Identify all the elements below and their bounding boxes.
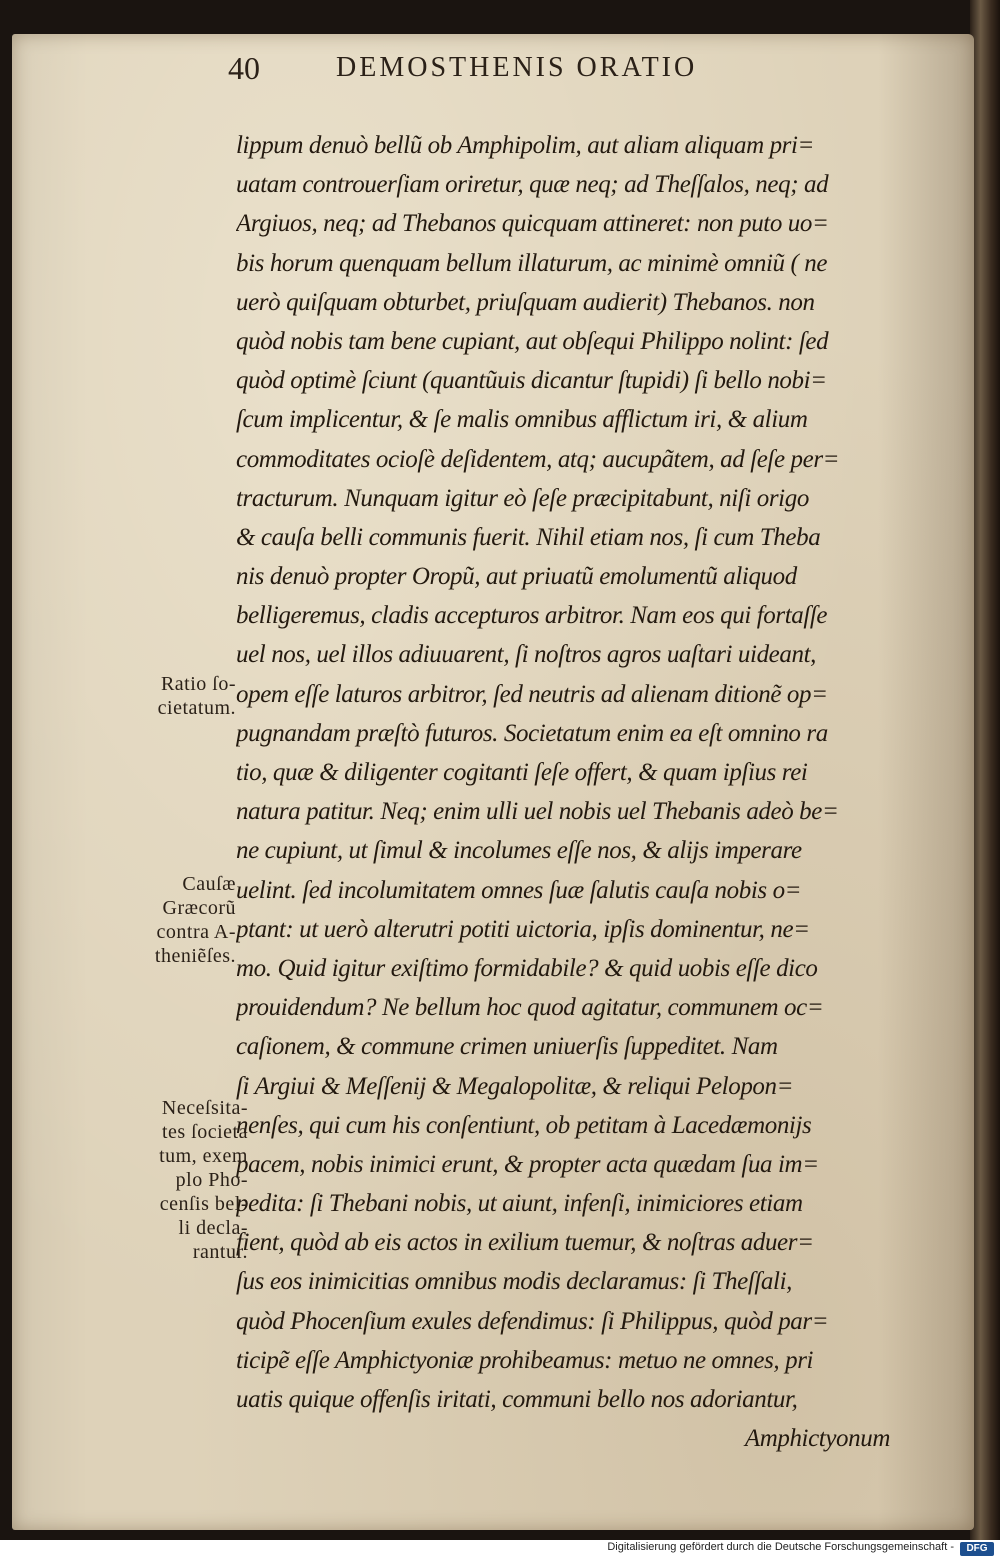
dfg-logo: DFG — [960, 1542, 994, 1556]
marginal-note-ratio-societatum — [124, 672, 236, 720]
text-line: ſi Argiui & Meſſenij & Megalopolitæ, & reliqui Pelopon= — [236, 1072, 794, 1100]
text-line: ſcum implicentur, & ſe malis omnibus afflictum iri, & alium — [236, 406, 808, 434]
text-line: Argiuos, neq; ad Thebanos quicquam attineret: non puto uo= — [236, 210, 829, 238]
text-line: uerò quiſquam obturbet, priuſquam audierit) Thebanos. non — [236, 288, 815, 316]
marginal-note-line: li decla- — [178, 1217, 248, 1239]
marginal-note-line: rantur. — [192, 1241, 248, 1263]
marginal-note-causae-graecorum — [112, 872, 236, 968]
text-line: tio, quæ & diligenter cogitanti ſeſe offert, & quam ipſius rei — [236, 759, 808, 786]
text-line: ptant: ut uerò alterutri potiti uictoria, ipſis dominentur, ne= — [236, 915, 810, 943]
funding-credit: Digitalisierung gefördert durch die Deutsche Forschungsgemeinschaft - — [607, 1541, 954, 1553]
text-line: lippum denuò bellũ ob Amphipolim, aut aliam aliquam pri= — [236, 132, 815, 159]
text-line: natura patitur. Neq; enim ulli uel nobis uel Thebanis adeò be= — [236, 798, 839, 826]
marginal-note-necessitates-societatum — [114, 1096, 248, 1264]
text-line: tracturum. Nunquam igitur eò ſeſe præcipitabunt, niſi origo — [236, 484, 809, 512]
text-line: bis horum quenquam bellum illaturum, ac minimè omniũ ( ne — [236, 249, 828, 277]
text-line: quòd nobis tam bene cupiant, aut obſequi Philippo nolint: ſed — [236, 327, 829, 355]
text-line: & cauſa belli communis fuerit. Nihil etiam nos, ſi cum Theba — [236, 523, 821, 551]
page-number: 40 — [228, 50, 260, 86]
text-line: ne cupiunt, ut ſimul & incolumes eſſe nos, & alijs imperare — [236, 837, 802, 865]
text-line: ticipẽ eſſe Amphictyoniæ prohibeamus: metuo ne omnes, pri — [236, 1346, 814, 1374]
text-line: opem eſſe laturos arbitror, ſed neutris ad alienam ditionẽ op= — [236, 680, 828, 708]
text-line: commoditates ocioſè deſidentem, atq; aucupãtem, ad ſeſe per= — [236, 445, 840, 473]
book-spine — [970, 0, 1000, 1540]
text-line: quòd Phocenſium exules defendimus: ſi Philippus, quòd par= — [236, 1307, 829, 1335]
main-text-block — [236, 126, 916, 1458]
marginal-note-line: cietatum. — [157, 697, 236, 719]
catchword: Amphictyonum — [744, 1425, 890, 1453]
digitization-footer — [0, 1540, 1000, 1558]
text-line: uelint. ſed incolumitatem omnes ſuæ ſalutis cauſa nobis o= — [236, 876, 802, 904]
page-header — [228, 50, 788, 94]
text-line: mo. Quid igitur exiſtimo formidabile? & quid uobis eſſe dico — [236, 954, 818, 982]
text-line: uatam controuerſiam oriretur, quæ neq; ad Theſſalos, neq; ad — [236, 171, 829, 199]
text-line: ſus eos inimicitias omnibus modis declaramus: ſi Theſſali, — [236, 1268, 792, 1296]
marginal-note-line: tes ſocieta — [161, 1121, 248, 1143]
text-line: prouidendum? Ne bellum hoc quod agitatur, communem oc= — [236, 994, 824, 1022]
text-line: nis denuò propter Oropũ, aut priuatũ emolumentũ aliquod — [236, 563, 797, 591]
text-line: pacem, nobis inimici erunt, & propter acta quædam ſua im= — [236, 1150, 819, 1178]
text-line: fient, quòd ab eis actos in exilium tuemur, & noſtras aduer= — [236, 1229, 814, 1257]
text-line: belligeremus, cladis accepturos arbitror. Nam eos qui fortaſſe — [236, 602, 828, 630]
text-line: uel nos, uel illos adiuuarent, ſi noſtros agros uaſtari uideant, — [236, 641, 816, 669]
text-line: pugnandam præſtò futuros. Societatum enim ea eſt omnino ra — [236, 719, 828, 747]
marginal-note-line: theniẽſes. — [154, 945, 236, 967]
running-title: DEMOSTHENIS ORATIO — [336, 52, 698, 83]
text-line: uatis quique offenſis iritati, communi bello nos adoriantur, — [236, 1386, 798, 1413]
marginal-note-line: contra A- — [156, 921, 236, 943]
marginal-note-line: cenſis bel- — [159, 1193, 248, 1215]
marginal-note-line: Neceſsita- — [161, 1097, 248, 1119]
marginal-note-line: plo Pho- — [175, 1169, 248, 1191]
text-line: pedita: ſi Thebani nobis, ut aiunt, infenſi, inimiciores etiam — [236, 1190, 803, 1218]
marginal-note-line: Græcorũ — [162, 897, 236, 919]
text-line: nenſes, qui cum his conſentiunt, ob petitam à Lacedæmonijs — [236, 1111, 812, 1139]
text-line: caſionem, & commune crimen uniuerſis ſuppeditet. Nam — [236, 1033, 778, 1061]
marginal-note-line: Ratio ſo- — [160, 673, 236, 695]
marginal-note-line: Cauſæ — [182, 873, 236, 895]
text-line: quòd optimè ſciunt (quantũuis dicantur ſtupidi) ſi bello nobi= — [236, 367, 827, 395]
marginal-note-line: tum, exem — [159, 1145, 248, 1167]
